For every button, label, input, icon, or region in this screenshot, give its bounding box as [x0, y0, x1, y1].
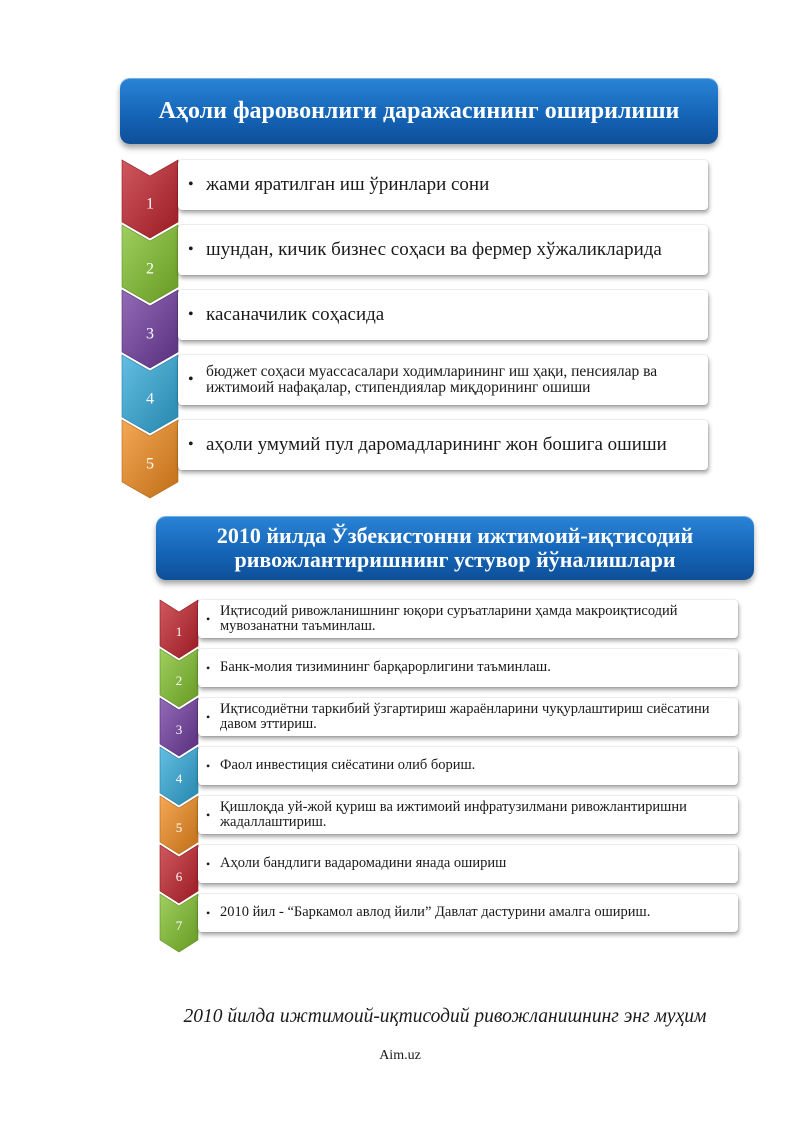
item-number: 3 — [175, 721, 183, 737]
list-item — [160, 747, 738, 785]
bullet-icon: • — [206, 856, 211, 871]
bullet-icon: • — [188, 306, 194, 323]
item-number: 6 — [175, 868, 183, 884]
item-number: 1 — [175, 623, 183, 639]
item-number: 1 — [146, 195, 154, 213]
list-item — [160, 649, 738, 687]
list-item — [160, 894, 738, 932]
item-number: 4 — [146, 390, 154, 408]
item-text: Фаол инвестиция сиёсатини олиб бориш. — [220, 757, 476, 774]
item-text: Иқтисодиётни таркибий ўзгартириш жараёнларини чуқурлаштириш сиёсатини давом эттириш. — [220, 700, 710, 732]
item-card — [198, 796, 738, 834]
item-card — [198, 649, 738, 687]
bullet-icon: • — [206, 709, 211, 724]
item-text: Банк-молия тизимининг барқарорлигини таъминлаш. — [220, 659, 551, 676]
item-number: 7 — [175, 917, 183, 933]
list-item — [160, 600, 738, 638]
item-text: аҳоли умумий пул даромадларининг жон бошига ошиши — [206, 434, 667, 456]
item-text: Иқтисодий ривожланишнинг юқори суръатларини ҳамда макроиқтисодий мувозанатни таъминлаш. — [220, 602, 678, 634]
item-card — [198, 845, 738, 883]
bullet-icon: • — [188, 371, 194, 388]
list-item — [160, 845, 738, 883]
item-number: 3 — [146, 325, 154, 343]
section1-list — [122, 160, 708, 500]
item-text: касаначилик соҳасида — [206, 304, 385, 326]
item-number: 2 — [175, 672, 183, 688]
section2-list — [160, 600, 738, 955]
list-item — [122, 225, 708, 278]
bullet-icon: • — [206, 758, 211, 773]
list-item — [160, 698, 738, 736]
item-number: 5 — [175, 819, 183, 835]
footer-source: Aim.uz — [379, 1048, 421, 1063]
caption-text: 2010 йилда ижтимоий-иқтисодий ривожланишнинг энг муҳим — [183, 1006, 707, 1027]
item-text: жами яратилган иш ўринлари сони — [206, 174, 490, 196]
item-text: Қишлоқда уй-жой қуриш ва ижтимоий инфратузилмани ривожлантиришни жадаллаштириш. — [220, 798, 687, 830]
list-item — [122, 420, 708, 473]
bullet-icon: • — [188, 436, 194, 453]
item-card — [178, 160, 708, 210]
item-card — [198, 747, 738, 785]
item-text: Аҳоли бандлиги вадаромадини янада ошириш — [220, 855, 507, 872]
item-card — [178, 355, 708, 405]
section1-title: Аҳоли фаровонлиги даражасининг оширилиши — [120, 78, 718, 144]
item-number: 5 — [146, 455, 154, 473]
item-card — [198, 600, 738, 638]
item-text: 2010 йил - “Баркамол авлод йили” Давлат дастурини амалга ошириш. — [220, 904, 651, 921]
section2-title: 2010 йилда Ўзбекистонни ижтимоий-иқтисодий ривожлантиришнинг устувор йўналишлари — [156, 516, 754, 580]
item-number: 4 — [175, 770, 183, 786]
bullet-icon: • — [206, 807, 211, 822]
list-item — [122, 160, 708, 213]
list-item — [122, 355, 708, 408]
chevron-marker — [122, 420, 178, 498]
bullet-icon: • — [206, 611, 211, 626]
bullet-icon: • — [188, 176, 194, 193]
bullet-icon: • — [188, 241, 194, 258]
item-card — [198, 698, 738, 736]
bullet-icon: • — [206, 660, 211, 675]
bullet-icon: • — [206, 905, 211, 920]
item-text: шундан, кичик бизнес соҳаси ва фермер хўжаликларида — [206, 239, 662, 261]
item-card — [178, 290, 708, 340]
item-text: бюджет соҳаси муассасалари ходимларининг иш ҳақи, пенсиялар ва ижтимоий нафақалар, стипендиялар миқдорининг ошиши — [206, 362, 658, 396]
item-card — [198, 894, 738, 932]
list-item — [122, 290, 708, 343]
list-item — [160, 796, 738, 834]
item-card — [178, 420, 708, 470]
item-card — [178, 225, 708, 275]
item-number: 2 — [146, 260, 154, 278]
chevron-marker — [160, 894, 198, 952]
